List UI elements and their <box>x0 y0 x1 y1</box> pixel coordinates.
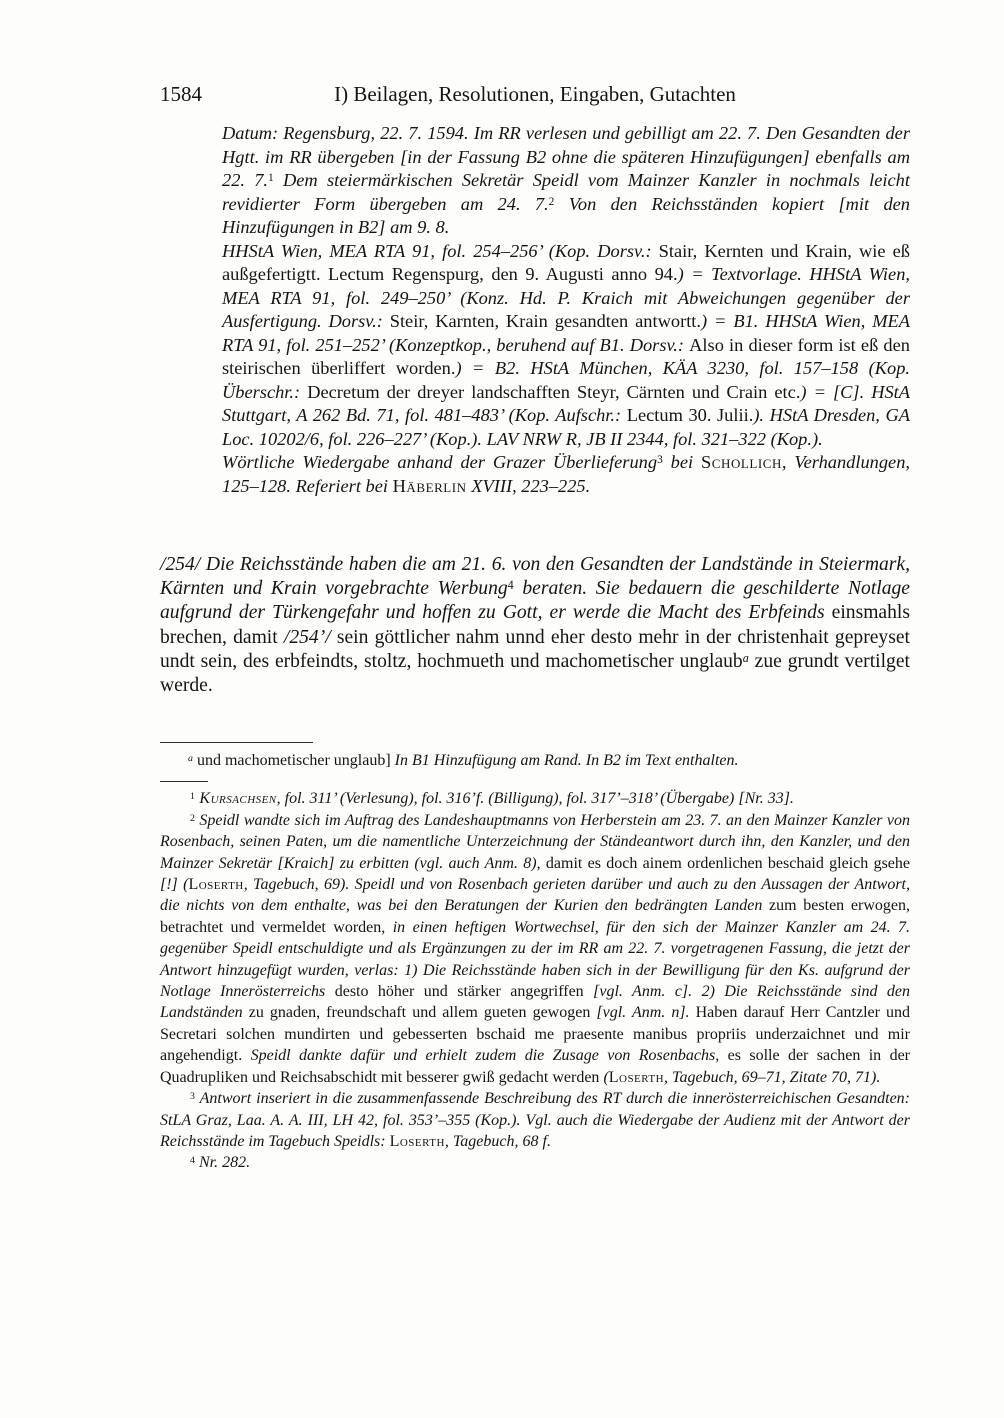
main-text-paragraph: /254/ Die Reichsstände haben die am 21. 6. von den Gesandten der Landstände in Steiermark, Kärnten und Krain vorgebrachte Werbung$^4$ beraten. Sie bedauern die geschilderte Notlage aufgrund der Türkengefahr und hoffen zu Gott, er werde die Macht des Erbfeinds einsmahls brechen, damit /254’/ sein göttlicher nahm unnd eher desto mehr in der christenhait gepreyset undt sein, des erbfeindts, stoltz, hochmueth und machometischer unglaub$^a$ zue grundt vertilget werde. <box>160 554 910 697</box>
main-text <box>160 553 910 698</box>
apparatus-separator-rule <box>160 742 313 743</box>
footnote-1: $^1$ Kursachsen, fol. 311’ (Verlesung), fol. 316’f. (Billigung), fol. 317’–318’ (Übergabe) [Nr. 33]. <box>190 790 794 808</box>
page-header <box>160 82 910 106</box>
footnote-separator-rule <box>160 781 208 782</box>
footnote-2: $^2$ Speidl wandte sich im Auftrag des Landeshauptmanns von Herberstein am 23. 7. an den Mainzer Kanzler von Rosenbach, seinen Paten, um die namentliche Unterzeichnung der Ständeantwort durch ihn, den Kanzler, und den Mainzer Sekretär [Kraich] zu erbitten (vgl. auch Anm. 8), damit es doch ainem ordenlichen beschaid gleich gsehe [!] (Loserth, Tagebuch, 69). Speidl und von Rosenbach gerieten darüber und auch zu den Aussagen der Antwort, die nichts von dem enthalte, was bei den Beratungen der Kurien den bedrängten Landen zum besten erwogen, betrachtet und vermeldet worden, in einen heftigen Wortwechsel, für den sich der Mainzer Kanzler am 24. 7. gegenüber Speidl entschuldigte und als Ergänzungen zu der im RR am 22. 7. vorgetragenen Fassung, die jetzt der Antwort hinzugefügt wurden, verlas: 1) Die Reichsstände haben sich in der Bewilligung für den Ks. aufgrund der Notlage Innerösterreichs desto höher und stärker angegriffen [vgl. Anm. c]. 2) Die Reichsstände sind den Landständen zu gnaden, freundschaft und allem gueten gewogen [vgl. Anm. n]. Haben darauf Herr Cantzler und Secretari solchen mundirten und gebesserten bschaid me praesente manibus propriis underzaichnet und mir angehendigt. Speidl dankte dafür und erhielt zudem die Zusage von Rosenbachs, es solle der sachen in der Quadrupliken und Reichsabschidt mit besserer gwiß gedacht werden (Loserth, Tagebuch, 69–71, Zitate 70, 71). <box>160 811 911 1086</box>
headnote-datum-paragraph: Datum: Regensburg, 22. 7. 1594. Im RR verlesen und gebilligt am 22. 7. Den Gesandten der Hgtt. im RR übergeben [in der Fassung B2 ohne die späteren Hinzufügungen] ebenfalls am 22. 7.$^1$ Dem steiermärkischen Sekretär Speidl vom Mainzer Kanzler in nochmals leicht revidierter Form übergeben am 24. 7.$^2$ Von den Reichsständen kopiert [mit den Hinzufügungen in B2] am 9. 8. <box>222 123 911 237</box>
text-critical-note-a: $^a$ und machometischer unglaub] In B1 Hinzufügung am Rand. In B2 im Text enthalten. <box>188 752 739 769</box>
page-number: 1584 <box>160 82 202 106</box>
footnote-4: $^4$ Nr. 282. <box>190 1154 251 1172</box>
headnote-literatur-paragraph: Wörtliche Wiedergabe anhand der Grazer Überlieferung$^3$ bei Schollich, Verhandlungen, 125–128. Referiert bei Häberlin XVIII, 223–225. <box>222 452 911 496</box>
footnote-area <box>160 742 910 1174</box>
footnote-3: $^3$ Antwort inseriert in die zusammenfassende Beschreibung des RT durch die innerösterreichischen Gesandten: StLA Graz, Laa. A. A. III, LH 42, fol. 353’–355 (Kop.). Vgl. auch die Wiedergabe der Audienz mit der Antwort der Reichsstände im Tagebuch Speidls: Loserth, Tagebuch, 68 f. <box>160 1090 910 1150</box>
headnote-ueberlieferung-paragraph: HHStA Wien, MEA RTA 91, fol. 254–256’ (Kop. Dorsv.: Stair, Kernten und Krain, wie eß außgefertigtt. Lectum Regenspurg, den 9. Augusti anno 94.) = Textvorlage. HHStA Wien, MEA RTA 91, fol. 249–250’ (Konz. Hd. P. Kraich mit Abweichungen gegenüber der Ausfertigung. Dorsv.: Steir, Karnten, Krain gesandten antwortt.) = B1. HHStA Wien, MEA RTA 91, fol. 251–252’ (Konzeptkop., beruhend auf B1. Dorsv.: Also in dieser form ist eß den steirischen überliffert worden.) = B2. HStA München, KÄA 3230, fol. 157–158 (Kop. Überschr.: Decretum der dreyer landschafften Steyr, Cärnten und Crain etc.) = [C]. HStA Stuttgart, A 262 Bd. 71, fol. 481–483’ (Kop. Aufschr.: Lectum 30. Julii.). HStA Dresden, GA Loc. 10202/6, fol. 226–227’ (Kop.). LAV NRW R, JB II 2344, fol. 321–322 (Kop.). <box>222 240 911 449</box>
headnote-block <box>222 122 910 498</box>
running-header: I) Beilagen, Resolutionen, Eingaben, Gutachten <box>334 82 736 106</box>
